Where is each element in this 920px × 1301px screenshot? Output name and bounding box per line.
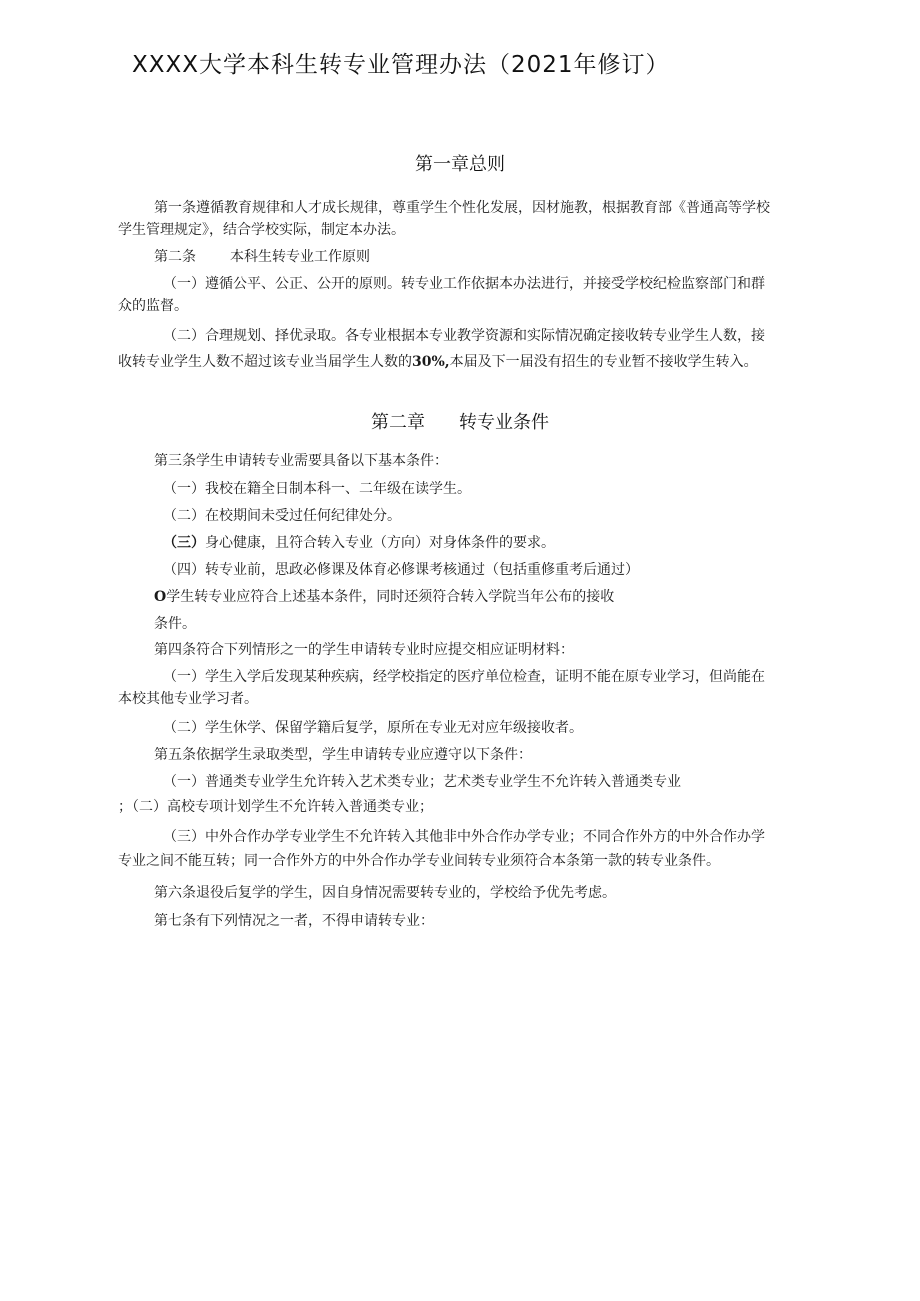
article-5-item-1: （一）普通类专业学生允许转入艺术类专业；艺术类专业学生不允许转入普通类专业 (163, 774, 681, 790)
article-2-item-2-text-b: 本届及下一届没有招生的专业暂不接收学生转入。 (449, 354, 758, 370)
article-5-item-3-line-1: （三）中外合作办学专业学生不允许转入其他非中外合作办学专业；不同合作外方的中外合作办学 (163, 829, 765, 845)
article-2-item-2-line-2 (118, 350, 758, 374)
article-3-item-5-line-2: 条件。 (154, 616, 196, 632)
chapter-2-number: 第二章 (371, 412, 425, 433)
document-title: XXXX大学本科生转专业管理办法（2021年修订） (132, 52, 670, 78)
article-2-item-2-text-a: 收转专业学生人数不超过该专业当届学生人数的 (118, 354, 412, 370)
article-1-line-1: 第一条遵循教育规律和人才成长规律，尊重学生个性化发展，因材施教，根据教育部《普通高等学校 (154, 200, 770, 216)
article-4-item-1-line-2: 本校其他专业学习者。 (118, 691, 258, 707)
article-3: 第三条学生申请转专业需要具备以下基本条件： (154, 453, 448, 469)
article-3-item-2: （二）在校期间未受过任何纪律处分。 (163, 508, 401, 524)
article-4-item-2: （二）学生休学、保留学籍后复学，原所在专业无对应年级接收者。 (163, 720, 583, 736)
article-2-item-1-line-2: 众的监督。 (118, 298, 188, 314)
article-2-item-1-line-1: （一）遵循公平、公正、公开的原则。转专业工作依据本办法进行，并接受学校纪检监察部门和群 (163, 276, 765, 292)
chapter-1-heading: 第一章总则 (415, 154, 505, 175)
chapter-2-heading (0, 408, 920, 434)
article-2-item-2-line-1: （二）合理规划、择优录取。各专业根据本专业教学资源和实际情况确定接收转专业学生人数，接 (163, 328, 765, 344)
article-3-item-3-text: 身心健康，且符合转入专业（方向）对身体条件的要求。 (205, 535, 555, 551)
article-2-text: 本科生转专业工作原则 (230, 249, 370, 265)
article-6: 第六条退役后复学的学生，因自身情况需要转专业的，学校给予优先考虑。 (154, 885, 616, 901)
article-5-item-2: ；（二）高校专项计划学生不允许转入普通类专业； (118, 799, 433, 815)
article-4: 第四条符合下列情形之一的学生申请转专业时应提交相应证明材料： (154, 642, 574, 658)
article-3-item-1: （一）我校在籍全日制本科一、二年级在读学生。 (163, 481, 471, 497)
article-3-item-3-marker: （三） (163, 535, 205, 551)
article-3-item-5-line-1 (154, 585, 614, 609)
article-7: 第七条有下列情况之一者，不得申请转专业： (154, 913, 434, 929)
article-3-item-4: （四）转专业前，思政必修课及体育必修课考核通过（包括重修重考后通过） (163, 562, 639, 578)
article-3-item-5-marker: O (154, 589, 167, 605)
chapter-2-title: 转专业条件 (459, 412, 549, 433)
article-2-label: 第二条 (154, 249, 196, 265)
article-4-item-1-line-1: （一）学生入学后发现某种疾病，经学校指定的医疗单位检查，证明不能在原专业学习，但尚能在 (163, 669, 765, 685)
article-5-item-3-line-2: 专业之间不能互转；同一合作外方的中外合作办学专业间转专业须符合本条第一款的转专业条件。 (118, 853, 720, 869)
percentage-value: 30%, (412, 354, 450, 370)
article-3-item-5-text: 学生转专业应符合上述基本条件，同时还须符合转入学院当年公布的接收 (166, 589, 615, 605)
article-3-item-3 (163, 531, 555, 555)
article-5: 第五条依据学生录取类型，学生申请转专业应遵守以下条件： (154, 747, 532, 763)
article-2 (154, 245, 370, 269)
article-1-line-2: 学生管理规定》，结合学校实际，制定本办法。 (118, 222, 405, 238)
